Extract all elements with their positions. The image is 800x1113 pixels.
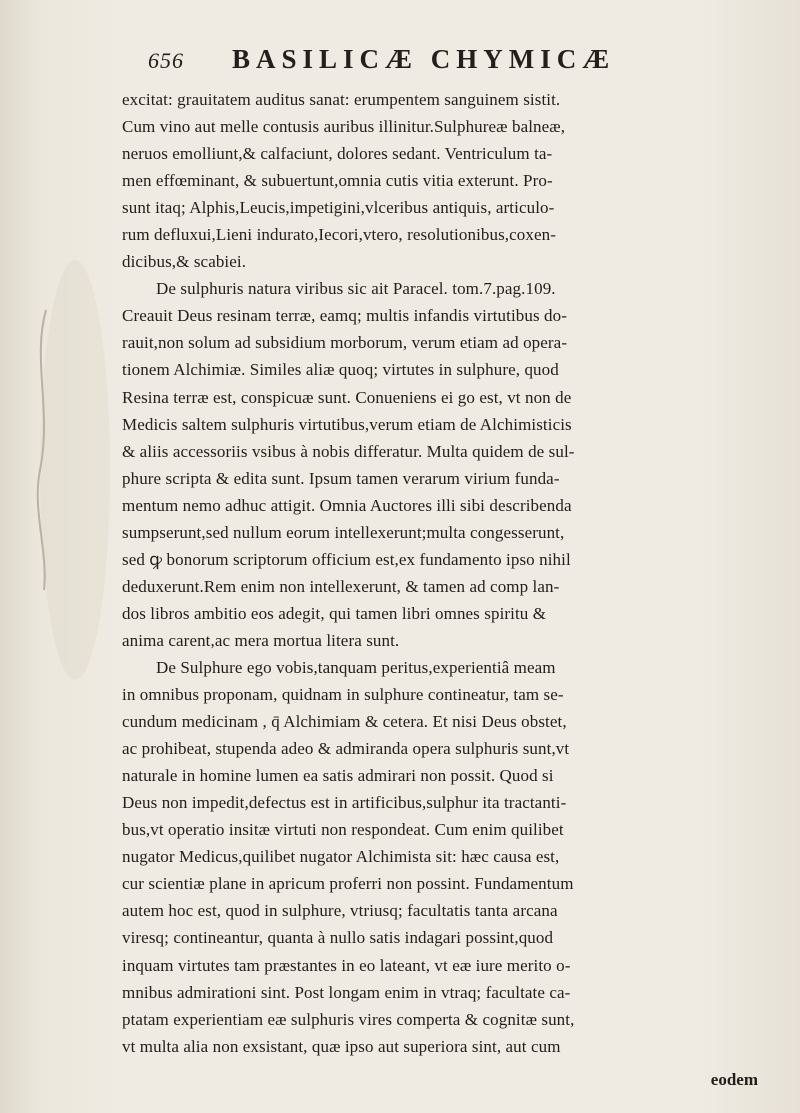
body-text	[122, 86, 787, 1060]
text-line: naturale in homine lumen ea satis admirari non possit. Quod si	[122, 766, 554, 786]
text-line: rauit,non solum ad subsidium morborum, verum etiam ad opera-	[122, 333, 568, 353]
text-line: mnibus admirationi sint. Post longam enim in vtraq; facultate ca-	[122, 982, 571, 1002]
text-line: sunt itaq; Alphis,Leucis,impetigini,vlceribus antiquis, articulo-	[122, 198, 555, 218]
catchword: eodem	[710, 1070, 758, 1089]
text-line: cur scientiæ plane in apricum proferri non possint. Fundamentum	[122, 874, 574, 894]
text-line: De Sulphure ego vobis,tanquam peritus,experientiâ meam	[156, 657, 556, 677]
text-line: Creauit Deus resinam terræ, eamq; multis infandis virtutibus do-	[122, 306, 568, 326]
text-line: phure scripta & edita sunt. Ipsum tamen verarum virium funda-	[122, 468, 560, 488]
text-line: cundum medicinam , q̄ Alchimiam & cetera. Et nisi Deus obstet,	[122, 712, 567, 732]
text-line: vt multa alia non exsistant, quæ ipso aut superiora sint, aut cum	[122, 1036, 561, 1056]
text-line: tionem Alchimiæ. Similes aliæ quoq; virtutes in sulphure, quod	[122, 360, 559, 380]
text-line: men effœminant, & subuertunt,omnia cutis vitia exterunt. Pro-	[122, 171, 553, 191]
text-line: autem hoc est, quod in sulphure, vtriusq; facultatis tanta arcana	[122, 901, 558, 921]
text-line: sed ꝙ bonorum scriptorum officium est,ex fundamento ipso nihil	[122, 549, 571, 569]
text-line: & aliis accessoriis vsibus à nobis differatur. Multa quidem de sul-	[122, 441, 575, 461]
text-line: excitat: grauitatem auditus sanat: erumpentem sanguinem sistit.	[122, 90, 561, 109]
text-line: Deus non impedit,defectus est in artificibus,sulphur ita tractanti-	[122, 793, 567, 813]
text-line: anima carent,ac mera mortua litera sunt.	[122, 630, 400, 650]
text-line: in omnibus proponam, quidnam in sulphure contineatur, tam se-	[122, 685, 564, 705]
text-line: sumpserunt,sed nullum eorum intellexerunt;multa congesserunt,	[122, 522, 565, 542]
text-line: neruos emolliunt,& calfaciunt, dolores sedant. Ventriculum ta-	[122, 144, 553, 164]
text-line: viresq; contineantur, quanta à nullo satis indagari possint,quod	[122, 928, 554, 948]
text-line: nugator Medicus,quilibet nugator Alchimista sit: hæc causa est,	[122, 847, 560, 867]
text-line: bus,vt operatio insitæ virtuti non respondeat. Cum enim quilibet	[122, 820, 564, 840]
text-line: dos libros ambitio eos adegit, qui tamen libri omnes spiritu &	[122, 603, 547, 623]
text-line: Medicis saltem sulphuris virtutibus,verum etiam de Alchimisticis	[122, 414, 572, 434]
text-line: Cum vino aut melle contusis auribus illinitur.Sulphureæ balneæ,	[122, 117, 566, 137]
text-line: Resina terræ est, conspicuæ sunt. Conueniens ei go est, vt non de	[122, 387, 572, 407]
text-line: mentum nemo adhuc attigit. Omnia Auctores illi sibi describenda	[122, 495, 572, 515]
text-line: ptatam experientiam eæ sulphuris vires comperta & cognitæ sunt,	[122, 1009, 575, 1029]
page-header	[148, 44, 788, 84]
text-line: deduxerunt.Rem enim non intellexerunt, & tamen ad comp lan-	[122, 576, 560, 596]
running-head: BASILICÆ CHYMICÆ	[232, 44, 616, 74]
page-number: 656	[148, 48, 184, 73]
text-line: ac prohibeat, stupenda adeo & admiranda opera sulphuris sunt,vt	[122, 739, 570, 759]
text-line: rum defluxui,Lieni indurato,Iecori,vtero, resolutionibus,coxen-	[122, 225, 557, 245]
text-line: inquam virtutes tam præstantes in eo lateant, vt eæ iure merito o-	[122, 955, 571, 975]
text-line: dicibus,& scabiei.	[122, 252, 247, 272]
margin-ink-mark	[18, 300, 58, 600]
text-line: De sulphuris natura viribus sic ait Paracel. tom.7.pag.109.	[156, 279, 556, 299]
